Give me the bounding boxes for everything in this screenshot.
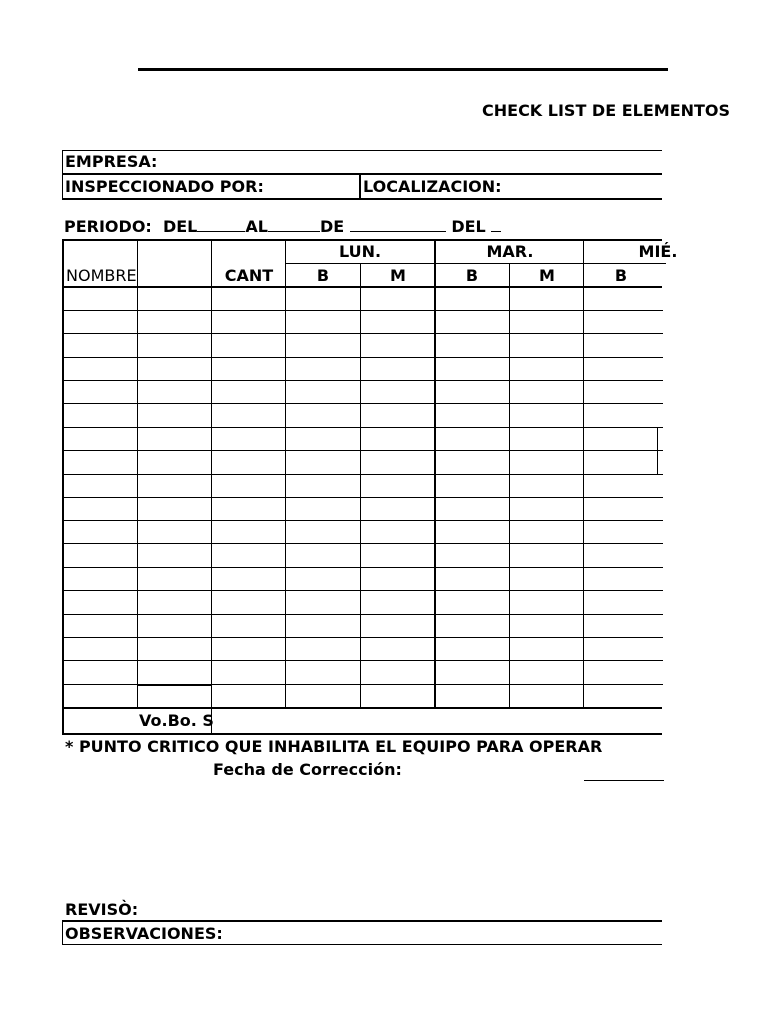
periodo-line bbox=[64, 217, 501, 237]
col-header-cant: CANT bbox=[224, 266, 274, 285]
fecha-correccion-label: Fecha de Corrección: bbox=[213, 760, 402, 779]
reviso-bottom-border bbox=[62, 920, 662, 922]
localizacion-label: LOCALIZACION: bbox=[363, 177, 502, 196]
inspeccion-top-border bbox=[62, 173, 662, 175]
col-divider-mar-m bbox=[509, 263, 510, 708]
table-row bbox=[63, 450, 663, 451]
form-title: CHECK LIST DE ELEMENTOS bbox=[482, 101, 731, 120]
table-row bbox=[63, 614, 663, 615]
empresa-left-border bbox=[62, 150, 63, 200]
right-edge-box bbox=[657, 427, 658, 474]
table-row bbox=[63, 333, 663, 334]
day-header-lun: LUN. bbox=[338, 242, 382, 261]
table-row bbox=[63, 427, 663, 428]
header-bottom-border bbox=[62, 286, 662, 288]
inspeccion-bottom-border bbox=[62, 198, 662, 200]
table-row bbox=[63, 474, 663, 475]
reviso-label: REVISÒ: bbox=[65, 900, 139, 919]
observaciones-bottom-border bbox=[62, 944, 662, 945]
table-row bbox=[63, 520, 663, 521]
table-bottom-border bbox=[62, 707, 662, 709]
inspeccion-divider bbox=[359, 173, 361, 199]
col-header-lun-b: B bbox=[316, 266, 330, 285]
periodo-label: PERIODO: bbox=[64, 217, 152, 236]
col-header-mar-m: M bbox=[539, 266, 555, 285]
col-header-lun-m: M bbox=[390, 266, 406, 285]
table-row bbox=[63, 660, 663, 661]
day-header-separator bbox=[286, 263, 666, 264]
col-header-nombre: NOMBRE bbox=[66, 266, 137, 285]
table-row bbox=[63, 403, 663, 404]
table-top-border bbox=[62, 239, 662, 241]
critical-note: * PUNTO CRITICO QUE INHABILITA EL EQUIPO PARA OPERAR bbox=[65, 737, 603, 756]
day-header-mar: MAR. bbox=[486, 242, 534, 261]
inspeccionado-label: INSPECCIONADO POR: bbox=[65, 177, 264, 196]
table-row bbox=[63, 357, 663, 358]
empresa-top-border bbox=[62, 150, 662, 151]
col-divider-lun-m bbox=[360, 263, 361, 708]
table-row bbox=[63, 497, 663, 498]
top-rule bbox=[138, 68, 668, 71]
vobo-cell-top bbox=[138, 684, 212, 686]
table-row bbox=[63, 637, 663, 638]
table-row bbox=[63, 543, 663, 544]
empresa-label: EMPRESA: bbox=[65, 152, 158, 171]
table-row bbox=[63, 567, 663, 568]
vobo-row-bottom bbox=[62, 733, 662, 735]
day-header-mie: MIÉ. bbox=[638, 242, 678, 261]
table-row bbox=[63, 380, 663, 381]
col-header-mar-b: B bbox=[465, 266, 479, 285]
fecha-correccion-line bbox=[584, 780, 664, 781]
periodo-del: DEL bbox=[162, 217, 198, 236]
table-row bbox=[63, 590, 663, 591]
periodo-del2: DEL bbox=[451, 217, 486, 236]
table-row bbox=[63, 310, 663, 311]
periodo-de: DE bbox=[319, 217, 345, 236]
col-header-mie-b: B bbox=[614, 266, 628, 285]
observaciones-label: OBSERVACIONES: bbox=[65, 924, 223, 943]
vobo-label: Vo.Bo. S bbox=[139, 711, 214, 730]
periodo-al: AL bbox=[245, 217, 268, 236]
observaciones-left-border bbox=[62, 921, 63, 945]
